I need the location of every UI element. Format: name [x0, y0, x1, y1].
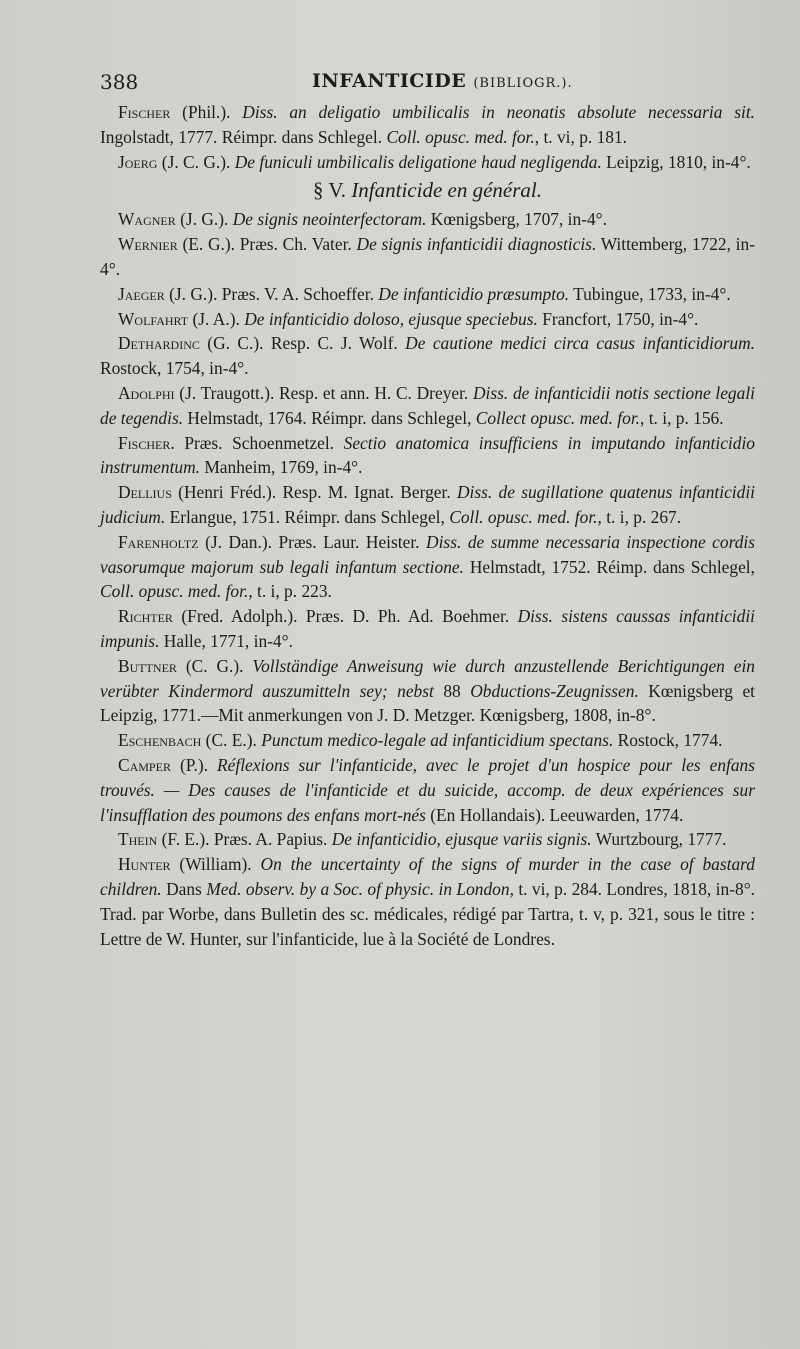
bibliography-entry	[100, 480, 755, 530]
page-number: 388	[100, 70, 139, 94]
bibliography-entry	[100, 331, 755, 381]
entry-title: Diss. de sugillatione quatenus infanticidii judicium.	[100, 482, 755, 527]
running-title-sub: (BIBLIOGR.).	[473, 76, 573, 91]
page-header	[100, 70, 760, 100]
entry-author: Adolphi	[118, 382, 175, 403]
entry-author-details: (J. A.).	[188, 308, 245, 329]
bibliography-entry	[100, 381, 755, 431]
entry-author-details: (C. E.).	[201, 730, 262, 751]
entry-author-details: (Phil.).	[170, 102, 243, 122]
entry-author: Farenholtz	[118, 531, 199, 552]
entries-before-section	[100, 100, 755, 174]
entry-author: Hunter	[118, 854, 171, 875]
entry-details: Kœnigsberg, 1707, in-4°.	[426, 209, 607, 230]
entry-details: 88	[433, 680, 471, 701]
entry-title: De cautione medici circa casus infanticidiorum.	[405, 333, 756, 354]
bibliography-entry	[100, 282, 755, 307]
bibliography-entry	[100, 753, 755, 827]
entry-author: Wagner	[118, 209, 176, 230]
entry-secondary-title: Med. observ. by a Soc. of physic. in London,	[206, 878, 514, 899]
entry-details: (En Hollandais). Leeuwarden, 1774.	[425, 804, 684, 825]
entry-details: Helmstadt, 1764. Réimpr. dans Schlegel,	[183, 407, 476, 428]
entry-author-details: . Præs. Schoenmetzel.	[170, 432, 344, 453]
entry-secondary-title: Collect opusc. med. for.	[475, 407, 641, 428]
running-title	[312, 70, 573, 92]
entry-title: De infanticidio præsumpto.	[378, 283, 570, 304]
entry-details: Halle, 1771, in-4°.	[159, 630, 293, 651]
bibliography-entry	[100, 604, 755, 654]
entry-details: Ingolstadt, 1777. Réimpr. dans Schlegel.	[100, 126, 387, 147]
entry-details: Francfort, 1750, in-4°.	[537, 308, 699, 329]
bibliography-entry	[100, 232, 755, 282]
entry-details: Rostock, 1754, in-4°.	[100, 358, 249, 379]
entry-secondary-details: , t. vi, p. 181.	[534, 126, 628, 147]
entry-title: De funiculi umbilicalis deligatione haud negligenda.	[234, 151, 602, 172]
entry-author-details: (J. G.).	[175, 209, 233, 230]
entry-author: Dellius	[118, 482, 172, 503]
entry-secondary-details: , t. i, p. 267.	[597, 506, 682, 527]
entry-details: Erlangue, 1751. Réimpr. dans Schlegel,	[165, 506, 450, 527]
entry-secondary-details: t. vi, p. 284. Londres, 1818, in-8°. Trad. par Worbe, dans Bulletin des sc. médicales, rédigé par Tartra, t. v, p. 321, sous le titre : Lettre de W. Hunter, sur l'infanticide, lue à la Société de Londres.	[100, 878, 755, 949]
bibliography-entry	[100, 530, 755, 604]
entry-author-details: (J. Dan.). Præs. Laur. Heister.	[198, 531, 427, 552]
entry-title: Réflexions sur l'infanticide, avec le projet d'un hospice pour les enfans trouvés. — Des causes de l'infanticide et du suicide, accomp. de deux expériences sur l'insufflation des poumons des enfans mort-nés	[100, 754, 756, 825]
entry-title: De signis infanticidii diagnosticis.	[356, 234, 597, 255]
bibliography-entry	[100, 728, 755, 753]
entry-title: Diss. de summe necessaria inspectione cordis vasorumque majorum sub legali infantum sectione.	[100, 531, 756, 577]
entry-author: Buttner	[118, 655, 177, 676]
entry-author: Jaeger	[118, 283, 165, 304]
entry-author-details: (G. C.). Resp. C. J. Wolf.	[199, 333, 406, 354]
entry-author: Fischer	[118, 102, 171, 122]
entry-author-details: (J. Traugott.). Resp. et ann. H. C. Dreyer.	[174, 382, 473, 403]
entry-author-details: (F. E.). Præs. A. Papius.	[157, 829, 332, 850]
entry-secondary-title: Coll. opusc. med. for.	[386, 126, 535, 147]
entry-title: Vollständige Anweisung wie durch anzustellende Berichtigungen ein verübter Kindermord auszumitteln sey; nebst	[100, 655, 756, 701]
bibliography-entry	[100, 307, 755, 332]
entry-secondary-details: , t. i, p. 156.	[640, 407, 724, 428]
section-label: Infanticide en général.	[351, 178, 543, 203]
entry-author-details: (J. G.). Præs. V. A. Schoeffer.	[164, 283, 379, 304]
entry-details: Wurtzbourg, 1777.	[591, 829, 727, 850]
entry-details: Rostock, 1774.	[613, 730, 723, 751]
entry-title: De signis neointerfectoram.	[232, 209, 427, 230]
entry-author-details: (Henri Fréd.). Resp. M. Ignat. Berger.	[171, 482, 457, 503]
entry-details: Helmstadt, 1752. Réimp. dans Schlegel,	[463, 556, 755, 577]
entry-author-details: (William).	[170, 854, 261, 875]
entry-title: Diss. de infanticidii notis sectione legali de tegendis.	[100, 382, 755, 428]
entry-author: Wernier	[118, 234, 178, 255]
entry-author-details: (Fred. Adolph.). Præs. D. Ph. Ad. Boehmer.	[172, 606, 518, 627]
entry-secondary-details: , t. i, p. 223.	[248, 581, 332, 602]
entry-secondary-title: Coll. opusc. med. for.	[449, 506, 598, 527]
bibliography-entry	[100, 827, 755, 852]
entry-secondary-details: Kœnigsberg et Leipzig, 1771.—Mit anmerkungen von J. D. Metzger. Kœnigsberg, 1808, in-8°.	[100, 680, 755, 726]
bibliography-entry	[100, 150, 755, 175]
bibliography-entry	[100, 207, 755, 232]
entry-title: De infanticidio doloso, ejusque speciebus.	[244, 308, 538, 329]
entry-author-details: (E. G.). Præs. Ch. Vater.	[177, 234, 357, 255]
entry-author: Joerg	[118, 151, 158, 172]
bibliography-entry	[100, 852, 755, 951]
entry-author: Dethardinc	[118, 333, 200, 354]
entry-title: Diss. an deligatio umbilicalis in neonatis absolute necessaria sit.	[242, 102, 756, 122]
entry-details: Wittemberg, 1722, in-4°.	[100, 234, 756, 279]
entry-author: Fischer	[118, 432, 171, 453]
entry-author-details: (P.).	[170, 754, 218, 775]
entry-author: Camper	[118, 754, 171, 775]
entry-details: Leipzig, 1810, in-4°.	[601, 151, 751, 172]
running-title-main: INFANTICIDE	[312, 70, 467, 92]
bibliography-entry	[100, 431, 755, 481]
entry-secondary-title: Coll. opusc. med. for.	[100, 581, 249, 602]
entry-details: Manheim, 1769, in-4°.	[200, 457, 363, 478]
section-heading	[100, 176, 755, 204]
bibliography-content	[100, 100, 755, 951]
entry-title: Punctum medico-legale ad infanticidium spectans.	[261, 730, 614, 751]
entry-title: Diss. sistens caussas infanticidii impunis.	[100, 606, 755, 651]
entry-details: Dans	[161, 878, 207, 899]
bibliography-entry	[100, 100, 755, 150]
entry-title: Sectio anatomica insufficiens in imputando infanticidio instrumentum.	[100, 432, 755, 478]
entry-author-details: (C. G.).	[176, 655, 253, 676]
entry-author: Thein	[118, 829, 158, 850]
entry-author-details: (J. C. G.).	[157, 151, 235, 172]
entry-author: Eschenbach	[118, 730, 202, 751]
bibliography-entry	[100, 654, 755, 728]
entries-after-section	[100, 207, 755, 951]
entry-title: De infanticidio, ejusque variis signis.	[331, 829, 592, 850]
entry-author: Richter	[118, 606, 173, 627]
entry-title: On the uncertainty of the signs of murder in the case of bastard children.	[100, 854, 755, 899]
entry-author: Wolfahrt	[118, 308, 189, 329]
entry-secondary-title: Obductions-Zeugnissen.	[470, 680, 639, 701]
entry-details: Tubingue, 1733, in-4°.	[569, 283, 731, 304]
section-number: § V.	[312, 178, 347, 203]
